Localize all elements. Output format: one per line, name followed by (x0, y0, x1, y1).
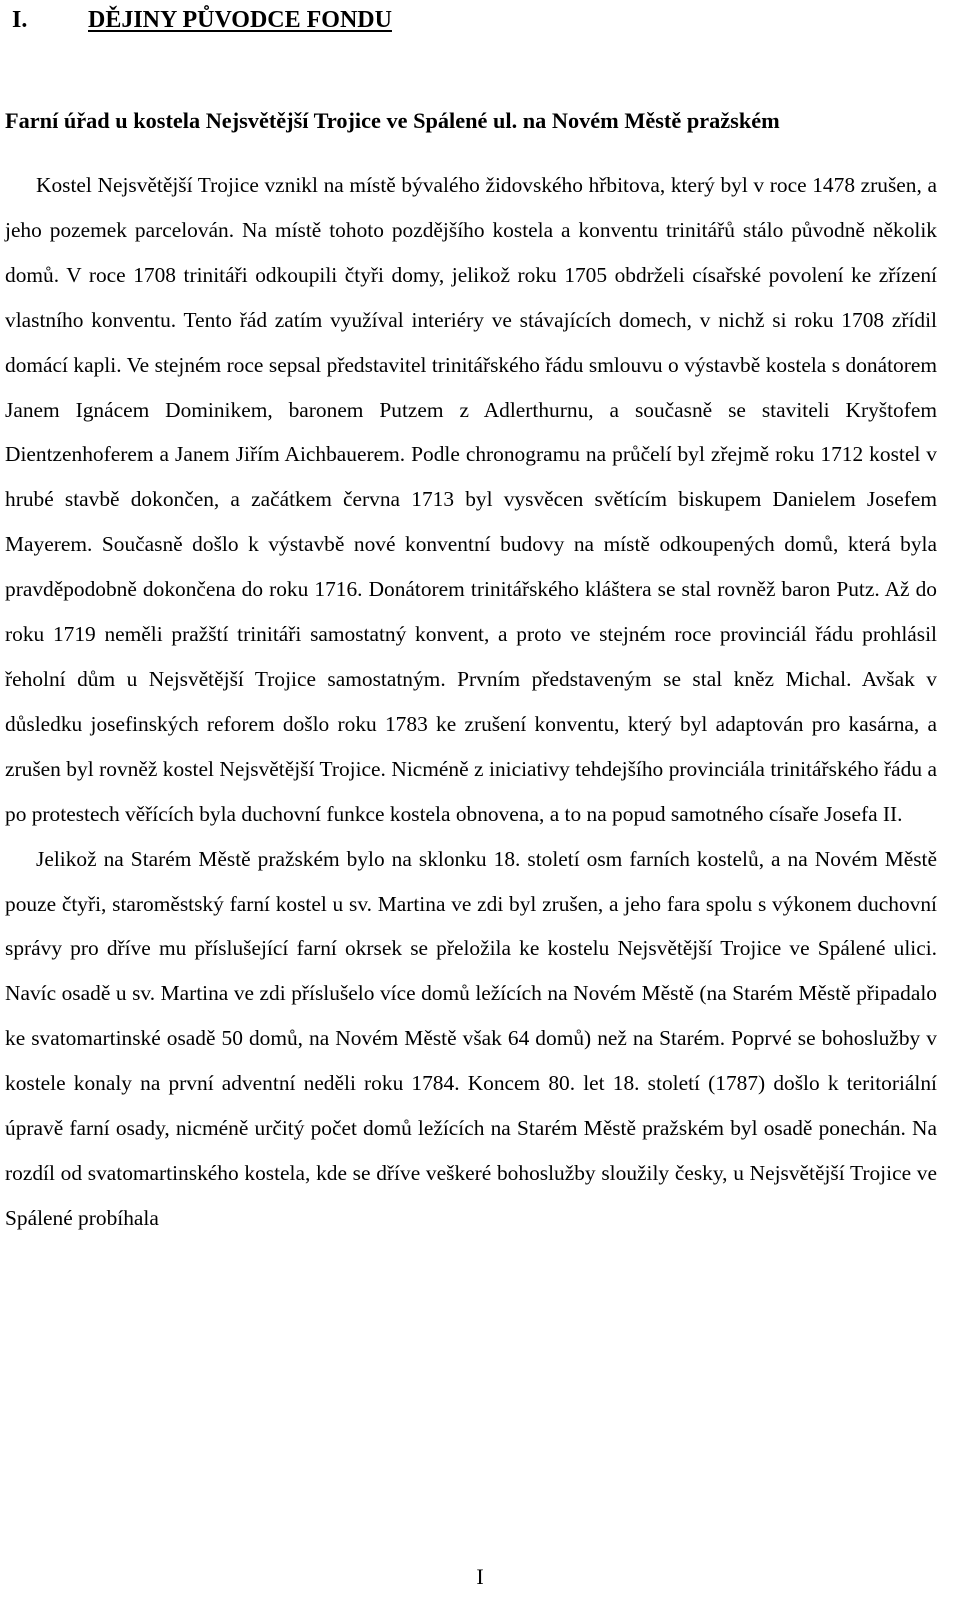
paragraph: Kostel Nejsvětější Trojice vznikl na místě bývalého židovského hřbitova, který byl v roce 1478 zrušen, a jeho pozemek parcelován. Na místě tohoto pozdějšího kostela a konventu trinitářů stálo původně několik domů. V roce 1708 trinitáři odkoupili čtyři domy, jelikož roku 1705 obdrželi císařské povolení ke zřízení vlastního konventu. Tento řád zatím využíval interiéry ve stávajících domech, v nichž si roku 1708 zřídil domácí kapli. Ve stejném roce sepsal představitel trinitářského řádu smlouvu o výstavbě kostela s donátorem Janem Ignácem Dominikem, baronem Putzem z Adlerthurnu, a současně se staviteli Kryštofem Dientzenhoferem a Janem Jiřím Aichbauerem. Podle chronogramu na průčelí byl zřejmě roku 1712 kostel v hrubé stavbě dokončen, a začátkem června 1713 byl vysvěcen světícím biskupem Danielem Josefem Mayerem. Současně došlo k výstavbě nové konventní budovy na místě odkoupených domů, která byla pravděpodobně dokončena do roku 1716. Donátorem trinitářského kláštera se stal rovněž baron Putz. Až do roku 1719 neměli pražští trinitáři samostatný konvent, a proto ve stejném roce provinciál řádu prohlásil řeholní dům u Nejsvětější Trojice samostatným. Prvním představeným se stal kněz Michal. Avšak v důsledku josefinských reforem došlo roku 1783 ke zrušení konventu, který byl adaptován pro kasárna, a zrušen byl rovněž kostel Nejsvětější Trojice. Nicméně z iniciativy tehdejšího provinciála trinitářského řádu a po protestech věřících byla duchovní funkce kostela obnovena, a to na popud samotného císaře Josefa II. (5, 173, 937, 826)
chapter-title: DĚJINY PŮVODCE FONDU (88, 7, 392, 33)
paragraph: Jelikož na Starém Městě pražském bylo na sklonku 18. století osm farních kostelů, a na Novém Městě pouze čtyři, staroměstský farní kostel u sv. Martina ve zdi byl zrušen, a jeho fara spolu s výkonem duchovní správy pro dříve mu příslušející farní okrsek se přeložila ke kostelu Nejsvětější Trojice ve Spálené ulici. Navíc osadě u sv. Martina ve zdi příslušelo více domů ležících na Novém Městě (na Starém Městě připadalo ke svatomartinské osadě 50 domů, na Novém Městě však 64 domů) než na Starém. Poprvé se bohoslužby v kostele konaly na první adventní neděli roku 1784. Koncem 80. let 18. století (1787) došlo k teritoriální úpravě farní osady, nicméně určitý počet domů ležících na Starém Městě pražském byl osadě ponechán. Na rozdíl od svatomartinského kostela, kde se dříve veškeré bohoslužby sloužily česky, u Nejsvětější Trojice ve Spálené probíhala (5, 846, 937, 1230)
section-heading: Farní úřad u kostela Nejsvětější Trojice ve Spálené ul. na Novém Městě pražském (5, 108, 780, 133)
body-text (5, 163, 937, 1241)
chapter-number: I. (12, 7, 28, 33)
chapter-heading (12, 2, 392, 38)
page-number: I (476, 1564, 484, 1589)
